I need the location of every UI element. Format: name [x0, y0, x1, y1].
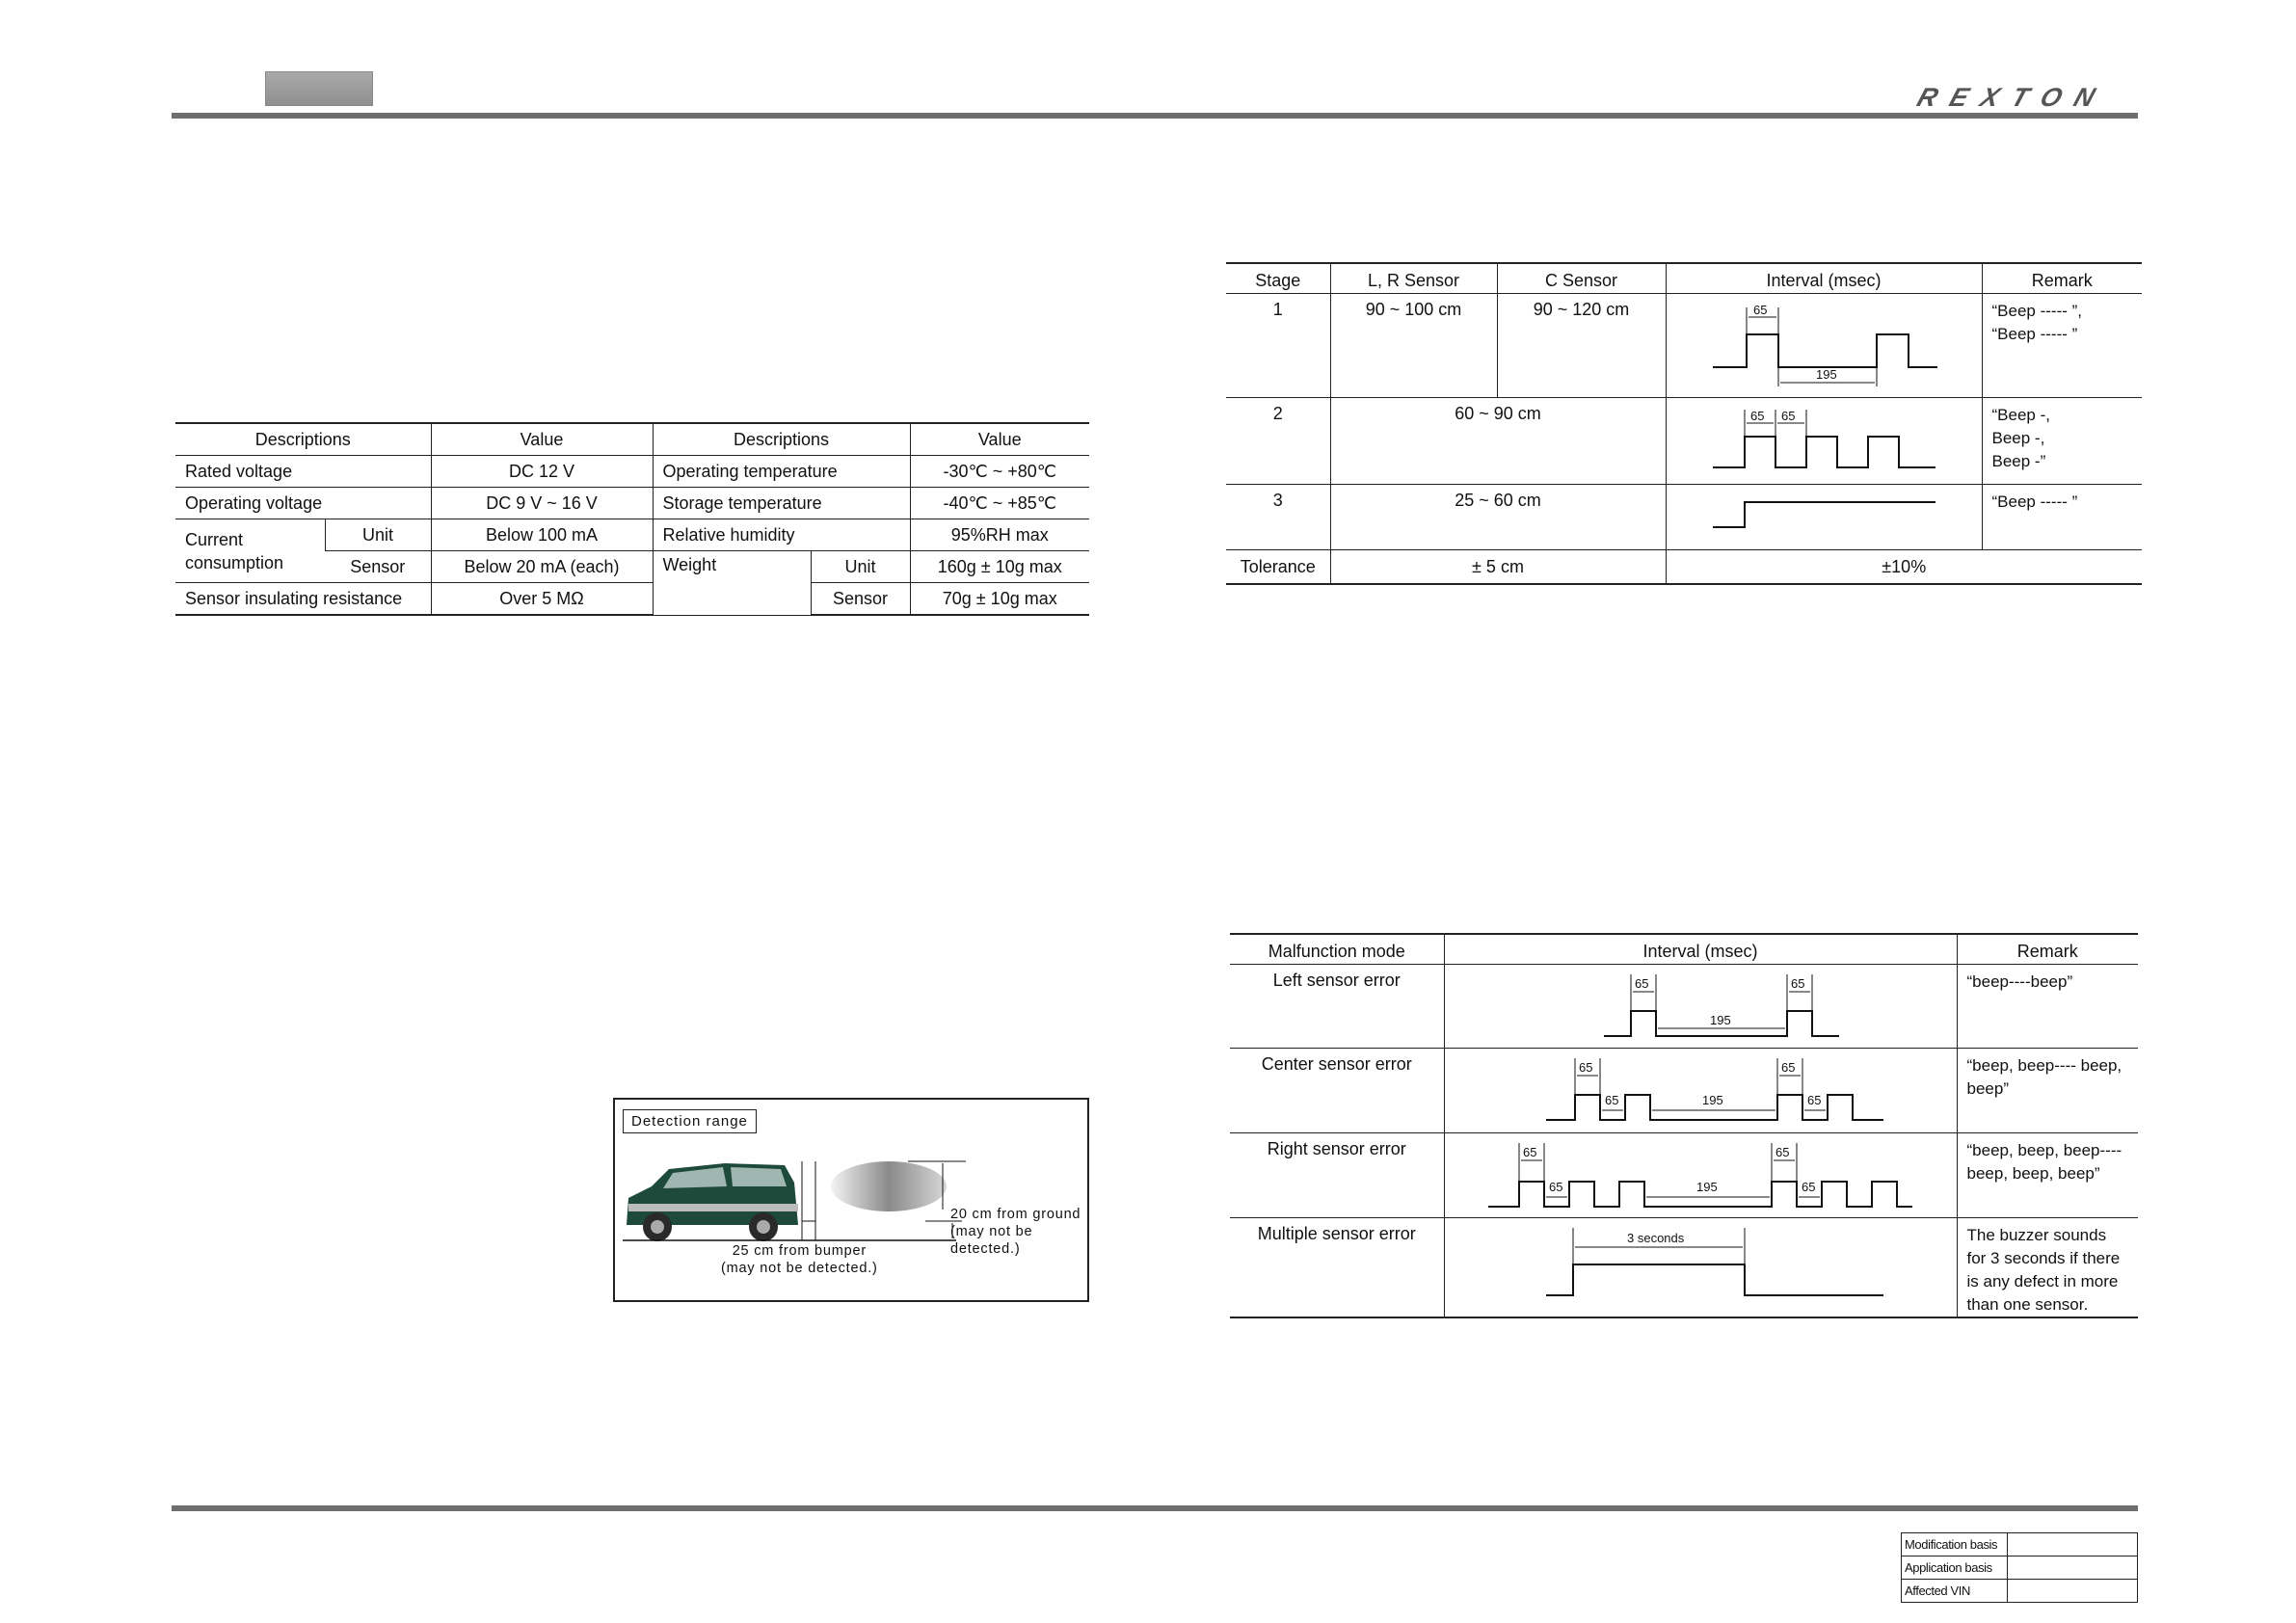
current-sensor-value: Below 20 mA (each): [431, 551, 653, 583]
right-w3: 195: [1696, 1180, 1718, 1194]
table-row: [1902, 1533, 2138, 1556]
insulating-resistance-label: Sensor insulating resistance: [175, 583, 431, 616]
right-error-waveform: [1479, 1139, 1922, 1212]
current-unit-value: Below 100 mA: [431, 519, 653, 551]
stage-remark: “Beep -, Beep -, Beep -”: [1982, 398, 2142, 485]
malfunction-remark: “beep, beep, beep---- beep, beep, beep”: [1957, 1133, 2138, 1218]
table-row: [175, 583, 1089, 616]
weight-unit-label: Unit: [811, 551, 910, 583]
center-w3: 195: [1702, 1093, 1723, 1107]
right-w1: 65: [1523, 1145, 1537, 1159]
malfunction-mode: Multiple sensor error: [1230, 1218, 1444, 1318]
spec-header-desc-1: Descriptions: [175, 423, 431, 456]
stage-number: 2: [1226, 398, 1330, 485]
weight-sensor-label: Sensor: [811, 583, 910, 616]
tolerance-interval: ±10%: [1666, 550, 2142, 585]
spec-header-row: [175, 423, 1089, 456]
malfunction-header-mode: Malfunction mode: [1230, 934, 1444, 965]
humidity-label: Relative humidity: [653, 519, 910, 551]
stage1-w2: 195: [1816, 367, 1837, 382]
stage2-waveform: [1708, 404, 1939, 473]
stage-interval-cell: [1666, 294, 1982, 398]
stage2-w2: 65: [1781, 409, 1796, 423]
current-unit-label: Unit: [325, 519, 431, 551]
spec-header-value-1: Value: [431, 423, 653, 456]
malfunction-interval-cell: [1444, 1133, 1957, 1218]
malfunction-table: [1230, 933, 2138, 1318]
stage-header-c: C Sensor: [1497, 263, 1666, 294]
operating-temp-value: -30℃ ~ +80℃: [910, 456, 1089, 488]
stage-header-remark: Remark: [1982, 263, 2142, 294]
detection-range-label: Detection range: [623, 1109, 757, 1133]
stage-header-stage: Stage: [1226, 263, 1330, 294]
stage-number: 3: [1226, 485, 1330, 550]
table-row: [1226, 485, 2142, 550]
table-row: [1902, 1580, 2138, 1603]
ground-note: 20 cm from ground (may not be detected.): [950, 1207, 1081, 1257]
malfunction-header-row: [1230, 934, 2138, 965]
operating-temp-label: Operating temperature: [653, 456, 910, 488]
affected-vin-value: [2007, 1580, 2137, 1603]
left-w2: 65: [1791, 976, 1805, 991]
stage-range: 25 ~ 60 cm: [1330, 485, 1666, 550]
malfunction-mode: Left sensor error: [1230, 965, 1444, 1049]
table-row: [175, 488, 1089, 519]
revision-table: [1901, 1532, 2138, 1603]
table-row: [1230, 1049, 2138, 1133]
right-w2: 65: [1775, 1145, 1790, 1159]
malfunction-mode: Center sensor error: [1230, 1049, 1444, 1133]
stage-remark: “Beep ----- ”, “Beep ----- ”: [1982, 294, 2142, 398]
malfunction-header-interval: Interval (msec): [1444, 934, 1957, 965]
multiple-w1: 3 seconds: [1627, 1231, 1685, 1245]
detection-range-figure: [613, 1098, 1089, 1302]
weight-label: Weight: [653, 551, 811, 616]
footer-rule: [172, 1505, 2138, 1511]
stage1-w1: 65: [1753, 303, 1768, 317]
center-w4: 65: [1605, 1093, 1619, 1107]
operating-voltage-label: Operating voltage: [175, 488, 431, 519]
storage-temp-value: -40℃ ~ +85℃: [910, 488, 1089, 519]
insulating-resistance-value: Over 5 MΩ: [431, 583, 653, 616]
table-row: [1226, 294, 2142, 398]
malfunction-remark: “beep, beep---- beep, beep”: [1957, 1049, 2138, 1133]
header-rule: [172, 113, 2138, 119]
stage-table: [1226, 262, 2142, 585]
stage-interval-cell: [1666, 398, 1982, 485]
stage-number: 1: [1226, 294, 1330, 398]
malfunction-header-remark: Remark: [1957, 934, 2138, 965]
table-row: [175, 519, 1089, 551]
center-w2: 65: [1781, 1060, 1796, 1075]
tolerance-row: [1226, 550, 2142, 585]
spec-table: [175, 422, 1089, 616]
bumper-note: 25 cm from bumper (may not be detected.): [721, 1243, 878, 1276]
header-tab: [265, 71, 373, 106]
stage-header-lr: L, R Sensor: [1330, 263, 1497, 294]
stage1-waveform: [1708, 300, 1939, 386]
tolerance-range: ± 5 cm: [1330, 550, 1666, 585]
left-error-waveform: [1479, 971, 1922, 1042]
malfunction-interval-cell: [1444, 965, 1957, 1049]
malfunction-interval-cell: [1444, 1218, 1957, 1318]
current-consumption-label: Current consumption: [175, 519, 325, 583]
malfunction-remark: “beep----beep”: [1957, 965, 2138, 1049]
table-row: [1902, 1556, 2138, 1580]
weight-sensor-value: 70g ± 10g max: [910, 583, 1089, 616]
table-row: [1230, 1218, 2138, 1318]
spec-header-desc-2: Descriptions: [653, 423, 910, 456]
stage-remark: “Beep ----- ”: [1982, 485, 2142, 550]
center-w5: 65: [1807, 1093, 1822, 1107]
affected-vin-label: Affected VIN: [1902, 1580, 2008, 1603]
rated-voltage-label: Rated voltage: [175, 456, 431, 488]
table-row: [1226, 398, 2142, 485]
center-w1: 65: [1579, 1060, 1593, 1075]
weight-unit-value: 160g ± 10g max: [910, 551, 1089, 583]
humidity-value: 95%RH max: [910, 519, 1089, 551]
right-w4: 65: [1549, 1180, 1563, 1194]
malfunction-interval-cell: [1444, 1049, 1957, 1133]
left-w1: 65: [1635, 976, 1649, 991]
table-row: [1230, 965, 2138, 1049]
malfunction-remark: The buzzer sounds for 3 seconds if there is any defect in more than one sensor.: [1957, 1218, 2138, 1318]
stage3-waveform: [1708, 491, 1939, 539]
modification-basis-label: Modification basis: [1902, 1533, 2008, 1556]
application-basis-value: [2007, 1556, 2137, 1580]
modification-basis-value: [2007, 1533, 2137, 1556]
malfunction-mode: Right sensor error: [1230, 1133, 1444, 1218]
multiple-error-waveform: [1479, 1224, 1922, 1301]
center-error-waveform: [1479, 1054, 1922, 1126]
operating-voltage-value: DC 9 V ~ 16 V: [431, 488, 653, 519]
table-row: [1230, 1133, 2138, 1218]
spec-header-value-2: Value: [910, 423, 1089, 456]
stage-c-range: 90 ~ 120 cm: [1497, 294, 1666, 398]
stage2-w1: 65: [1750, 409, 1765, 423]
tolerance-label: Tolerance: [1226, 550, 1330, 585]
current-sensor-label: Sensor: [325, 551, 431, 583]
right-w5: 65: [1802, 1180, 1816, 1194]
stage-header-row: [1226, 263, 2142, 294]
rated-voltage-value: DC 12 V: [431, 456, 653, 488]
stage-interval-cell: [1666, 485, 1982, 550]
storage-temp-label: Storage temperature: [653, 488, 910, 519]
application-basis-label: Application basis: [1902, 1556, 2008, 1580]
stage-lr-range: 90 ~ 100 cm: [1330, 294, 1497, 398]
stage-range: 60 ~ 90 cm: [1330, 398, 1666, 485]
stage-header-interval: Interval (msec): [1666, 263, 1982, 294]
brand-logo: REXTON: [1913, 83, 2113, 112]
table-row: [175, 456, 1089, 488]
left-w3: 195: [1710, 1013, 1731, 1027]
